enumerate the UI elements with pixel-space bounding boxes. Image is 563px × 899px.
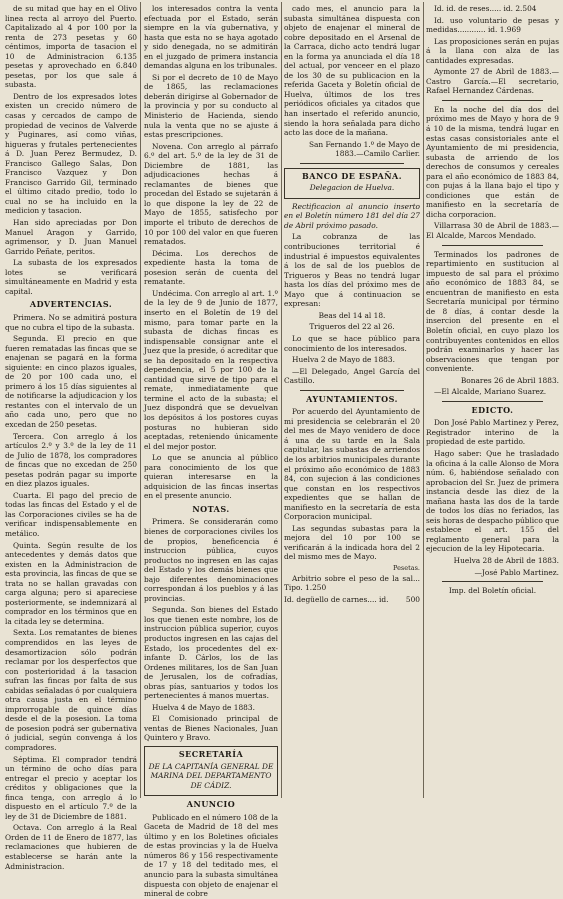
- date-line: Huelva 4 de Mayo de 1883.: [152, 702, 255, 712]
- column-3: [284, 4, 420, 796]
- separator: [442, 581, 543, 582]
- section-heading: EDICTO.: [471, 404, 514, 415]
- tariff-label: Id. degüello de carnes.... id.: [284, 594, 389, 604]
- paragraph: Séptima. El comprador tendrá un término de ocho días para entregar el precio y aceptar los créditos y obligaciones que la finca tenga, con arreglo á lo dispuesto en el artículo 7.º de la ley de 31 de Diciembre de 1881.: [5, 754, 137, 821]
- column-1: [5, 4, 137, 871]
- paragraph: En la noche del día dos del próximo mes de Mayo y hora de 9 á 10 de la misma, tendrá lugar en estas casas consistoriales ante el Ayuntamiento de mi presidencia, subasta de arriendo de los derechos de consumos y cereales para el año económico de 1883 84, con pujas á la llana bajo el tipo y condiciones que están de manifiesto en la secretaría de dicha corporacion.: [426, 104, 559, 219]
- paragraph: Publicado en el número 108 de la Gaceta de Madrid de 18 del mes último y en los Boletines oficiales de estas provincias y la de Huelva números 86 y 156 respectivamente de 17 y 18 del teditado mes, el anuncio para la subasta simultánea dispuesta con objeto de enajenar el mineral de cobre: [144, 812, 278, 899]
- paragraph: Tercera. Con arreglo á los artículos 2.º y 3.º de la ley de 11 de Julio de 1878, los compradores de fincas que no excedan de 250 pesetas podrán pagar su importe en diez plazos iguales.: [5, 431, 137, 489]
- paragraph: Lo que se hace público para conocimiento de los interesados.: [284, 333, 420, 353]
- paragraph: los interesados contra la venta efectuada por el Estado, serán siempre en la vía gubernativa, y hasta que esta no se haya agotado y sido denegada, no se admitirán en el juzgado de primera instancia demandas alguna en los tribunales.: [144, 4, 278, 71]
- section-heading: AYUNTAMIENTOS.: [306, 393, 398, 404]
- paragraph: Han sido apreciadas por Don Manuel Aragon y Garrido, agrimensor, y D. Juan Manuel Garrido Peñate, peritos.: [5, 218, 137, 256]
- separator: [300, 390, 404, 391]
- column-divider: [140, 2, 141, 798]
- date-line: Huelva 28 de Abril de 1883.: [453, 555, 559, 565]
- column-4: [426, 4, 559, 796]
- paragraph: Segunda. El precio en que fueren rematadas las fincas que se enajenan se pagará en la forma siguiente: en cinco plazos iguales, de 20 por 100 cada uno, el primero á los 15 días siguientes al de notificarse la adjudicacion y los restantes con el intervalo de un año cada uno, pero que no excedan de 250 pesetas.: [5, 334, 137, 429]
- printer-imprint: Imp. del Boletín oficial.: [448, 586, 537, 596]
- date-signature-line: San Fernando 1.º de Mayo de 1883.—Camilo Carlier.: [308, 139, 420, 159]
- paragraph: Rectificacion al anuncio inserto en el Boletín número 181 del día 27 de Abril próximo pasado.: [284, 201, 420, 230]
- date-signature-line: Villarrasa 30 de Abril de 1883.—El Alcalde, Marcos Mendado.: [426, 221, 559, 241]
- date-signature-line: Aymonte 27 de Abril de 1883.—Castro García.—El secretario, Rafael Hernandez Cárdenas.: [426, 67, 559, 96]
- paragraph: Sexta. Los rematantes de bienes comprendidos en las leyes de desamortizacion sólo podrán reclamar por los desperfectos que con posterioridad á la tasacion sufran las fincas por falta de sus cabidas señaladas ó por cualquiera otra causa justa en el término improrrogable de quince días desde el de la posesion. La toma de posesion podrá ser gubernativa ó judicial, según convenga á los compradores.: [5, 628, 137, 753]
- paragraph: La cobranza de las contribuciones territorial é industrial é impuestos equivalentes á los de sal de los pueblos de Trigueros y Beas no tendrá lugar hasta los días del próximo mes de Mayo que á continuacion se expresan:: [284, 232, 420, 309]
- signature-line: El Comisionado principal de ventas de Bienes Nacionales, Juan Quintero y Bravo.: [144, 714, 278, 743]
- section-box: [144, 746, 278, 796]
- box-subheading: Delegacion de Huelva.: [309, 183, 395, 193]
- paragraph: Novena. Con arreglo al párrafo 6.º del art. 5.º de la ley de 31 de Diciembre de 1881, las adjudicaciones hechas á reclamantes de bienes que procedan del Estado se sujetarán á lo que dispone la ley de 22 de Mayo de 1855, satisfecho por importe el tributo de derechos de 10 por 100 del valor en que fueren rematados.: [144, 141, 278, 247]
- box-subheading: DE LA CAPITANÍA GENERAL DE MARINA DEL DEPARTAMENTO DE CÁDIZ.: [148, 761, 274, 790]
- paragraph: Décima. Los derechos de expediente hasta la toma de posesion serán de cuenta del rematante.: [144, 248, 278, 287]
- section-heading: ANUNCIO: [186, 799, 236, 810]
- schedule-row: Trigueros del 22 al 26.: [309, 322, 395, 332]
- tariff-value: 500: [405, 594, 420, 604]
- paragraph: Quinta. Según resulte de los antecedentes y demás datos que existen en la Administracion de esta provincia, las fincas de que se trata no se hallan gravadas con carga alguna; pero si apareciese posteriormente, se indemnizará al comprador en los términos que en la citada ley se determina.: [5, 540, 137, 626]
- paragraph: cado mes, el anuncio para la subasta simultánea dispuesta con objeto de enajenar el mineral de cobre depositado en el Arsenal de la Carraca, dicho acto tendrá lugar en la forma ya anunciada el día 18 del actual, por venceer en el plazo de los 30 de su publicacion en la referida Gaceta y Boletín oficial de Huelva, últimos de los tres periódicos oficiales ya citados que han insertado el referido anuncio, siendo la hora señalada para dicho acto las doce de la mañana.: [284, 4, 420, 138]
- separator: [442, 401, 543, 402]
- column-divider: [423, 2, 424, 798]
- paragraph: La subasta de los expresados lotes se verificará simultáneamente en Madrid y esta capital.: [5, 258, 137, 296]
- date-line: Bonares 26 de Abril 1883.: [460, 375, 559, 385]
- box-heading: BANCO DE ESPAÑA.: [301, 170, 403, 181]
- paragraph: Lo que se anuncia al público para conocimiento de los que quieran interesarse en la adquisicion de las fincas insertas en el presente anuncio.: [144, 453, 278, 501]
- paragraph: Segunda. Son bienes del Estado los que tienen este nombre, los de instruccion pública superior, cuyos productos ingresen en las cajas del Estado, los procedentes del ex-infante D. Cárlos, los de las Ordenes militares, los de San Juan de Jerusalen, los de cofradías, obras pías, santuarios y todos los pertenecientes á manos muertas.: [144, 605, 278, 701]
- paragraph: Las segundas subastas para la mejora del 10 por 100 se verificarán á la indicada hora del 2 del mismo mes de Mayo.: [284, 523, 420, 562]
- paragraph: Si por el decreto de 10 de Mayo de 1865, las reclamaciones deberán dirigirse al Gobernador de la provincia y por su conducto al Ministerio de Hacienda, siendo nula la venta que no se ajuste á estas prescripciones.: [144, 72, 278, 140]
- paragraph: Undécima. Con arreglo al art. 1.º de la ley de 9 de Junio de 1877, inserto en el Boletín de 19 del mismo, para tomar parte en la subasta de dichas fincas es indispensable consignar ante el Juez que la preside, ó acreditar que se ha depositado en la respectiva dependencia, el 5 por 100 de la cantidad que sirve de tipo para el remate, inmediatamente que termine el acto de la subasta; el Juez dispondrá que se devuelvan los depósitos á los postores cuyas posturas no hubieran sido aceptadas, reteniendo únicamente el del mejor postor.: [144, 288, 278, 451]
- separator: [442, 100, 543, 101]
- tariff-item: Id. uso voluntario de pesas y medidas............ id. 1.969: [426, 15, 559, 35]
- tariff-item: [284, 595, 420, 605]
- section-heading: ADVERTENCIAS.: [29, 299, 113, 310]
- column-label: Pesetas.: [393, 563, 420, 572]
- separator: [442, 245, 543, 246]
- column-divider: [281, 2, 282, 798]
- section-heading: NOTAS.: [192, 503, 230, 514]
- signature-line: —El Alcalde, Mariano Suarez.: [434, 387, 547, 397]
- tariff-item: Id. id. de reses..... id. 2.504: [434, 4, 537, 13]
- paragraph: Octava. Con arreglo á la Real Orden de 11 de Enero de 1877, las reclamaciones que hubieren de establecerse se harán ante la Administracion.: [5, 823, 137, 871]
- paragraph: Por acuerdo del Ayuntamiento de mi presidencia se celebrarán el 20 del mes de Mayo venidero de doce á una de su tarde en la Sala capitular, las subastas de arriendos de los arbitrios municipales durante el próximo año económico de 1883 84, con sujecion á las condiciones que constan en los respectivos expedientes que se hallan de manifiesto en la secretaría de esta Corporacion municipal.: [284, 407, 420, 522]
- tariff-item: Arbitrio sobre el peso de la sal... Tipo. 1.250: [284, 573, 420, 593]
- paragraph: Terminados los padrones de repartimiento en sustitucion al impuesto de sal para el próximo año económico de 1883 84, se encuentran de manifiesto en esta Secretaría municipal por término de 8 días, á contar desde la insercion del presente en el Boletín oficial, en cuyo plazo los contribuyentes contenidos en ellos podrán examinarlos y hacer las observaciones que tengan por conveniente.: [426, 249, 559, 374]
- paragraph: Don José Pablo Martinez y Perez, Registrador interino de la propiedad de este partido.: [426, 418, 559, 447]
- section-box: [284, 168, 420, 199]
- paragraph: Hago saber: Que he trasladado la oficina á la calle Alonso de Mora núm. 6, habiéndose señalado con aprobacion del Sr. Juez de primera instancia desde las diez de la mañana hasta las dos de la tarde de todos los días no feriados, las seis horas de despacho público que establece el art. 155 del reglamento general para la ejecucion de la ley Hipotecaria.: [426, 448, 559, 554]
- signature-line: —El Delegado, Angel García del Castillo.: [284, 366, 420, 386]
- schedule-row: Beas del 14 al 18.: [318, 310, 386, 320]
- paragraph: Primera. Se considerarán como bienes de corporaciones civiles los de propios, beneficencia é instruccion pública, cuyos productos no ingresen en las cajas del Estado y los demás bienes que bajo diferentes denominaciones correspondan á los pueblos y á las provincias.: [144, 517, 278, 603]
- column-2: [144, 4, 278, 899]
- box-heading: SECRETARÍA: [178, 749, 244, 760]
- paragraph: Las proposiciones serán en pujas á la llana con alza de las cantidades expresadas.: [426, 36, 559, 65]
- paragraph: de su mitad que hay en el Olivo linea recta al arroyo del Puerto. Capitalizado al 4 por 100 por la renta de 273 pesetas y 60 céntimos, importa de tasacion el 10 de Administracion 6.135 pesetas y aprovechado en 6.840 pesetas, por los que sale á subasta.: [5, 4, 137, 90]
- date-line: Huelva 2 de Mayo de 1883.: [292, 355, 395, 365]
- paragraph: Primera. No se admitirá postura que no cubra el tipo de la subasta.: [5, 312, 137, 332]
- paragraph: Dentro de los expresados lotes existen un crecido número de casas y cercados de campo de propiedad de vecinos de Valverde y Puginares, así como viñas, higueras y frutales pertenecientes á D. Juan Perez Bermudez, D. Francisco Gallego Salas, Don Francisco Vazquez y Don Francisco Garrido Gil, terminado el último citado predio, todo lo cual no se ha incluido en la medicion y tasacion.: [5, 91, 137, 216]
- separator: [300, 163, 404, 164]
- signature-line: —José Pablo Martinez.: [474, 567, 559, 577]
- paragraph: Cuarta. El pago del precio de todas las fincas del Estado y el de las Corporaciones civiles se ha de verificar indispensablemente en metálico.: [5, 490, 137, 538]
